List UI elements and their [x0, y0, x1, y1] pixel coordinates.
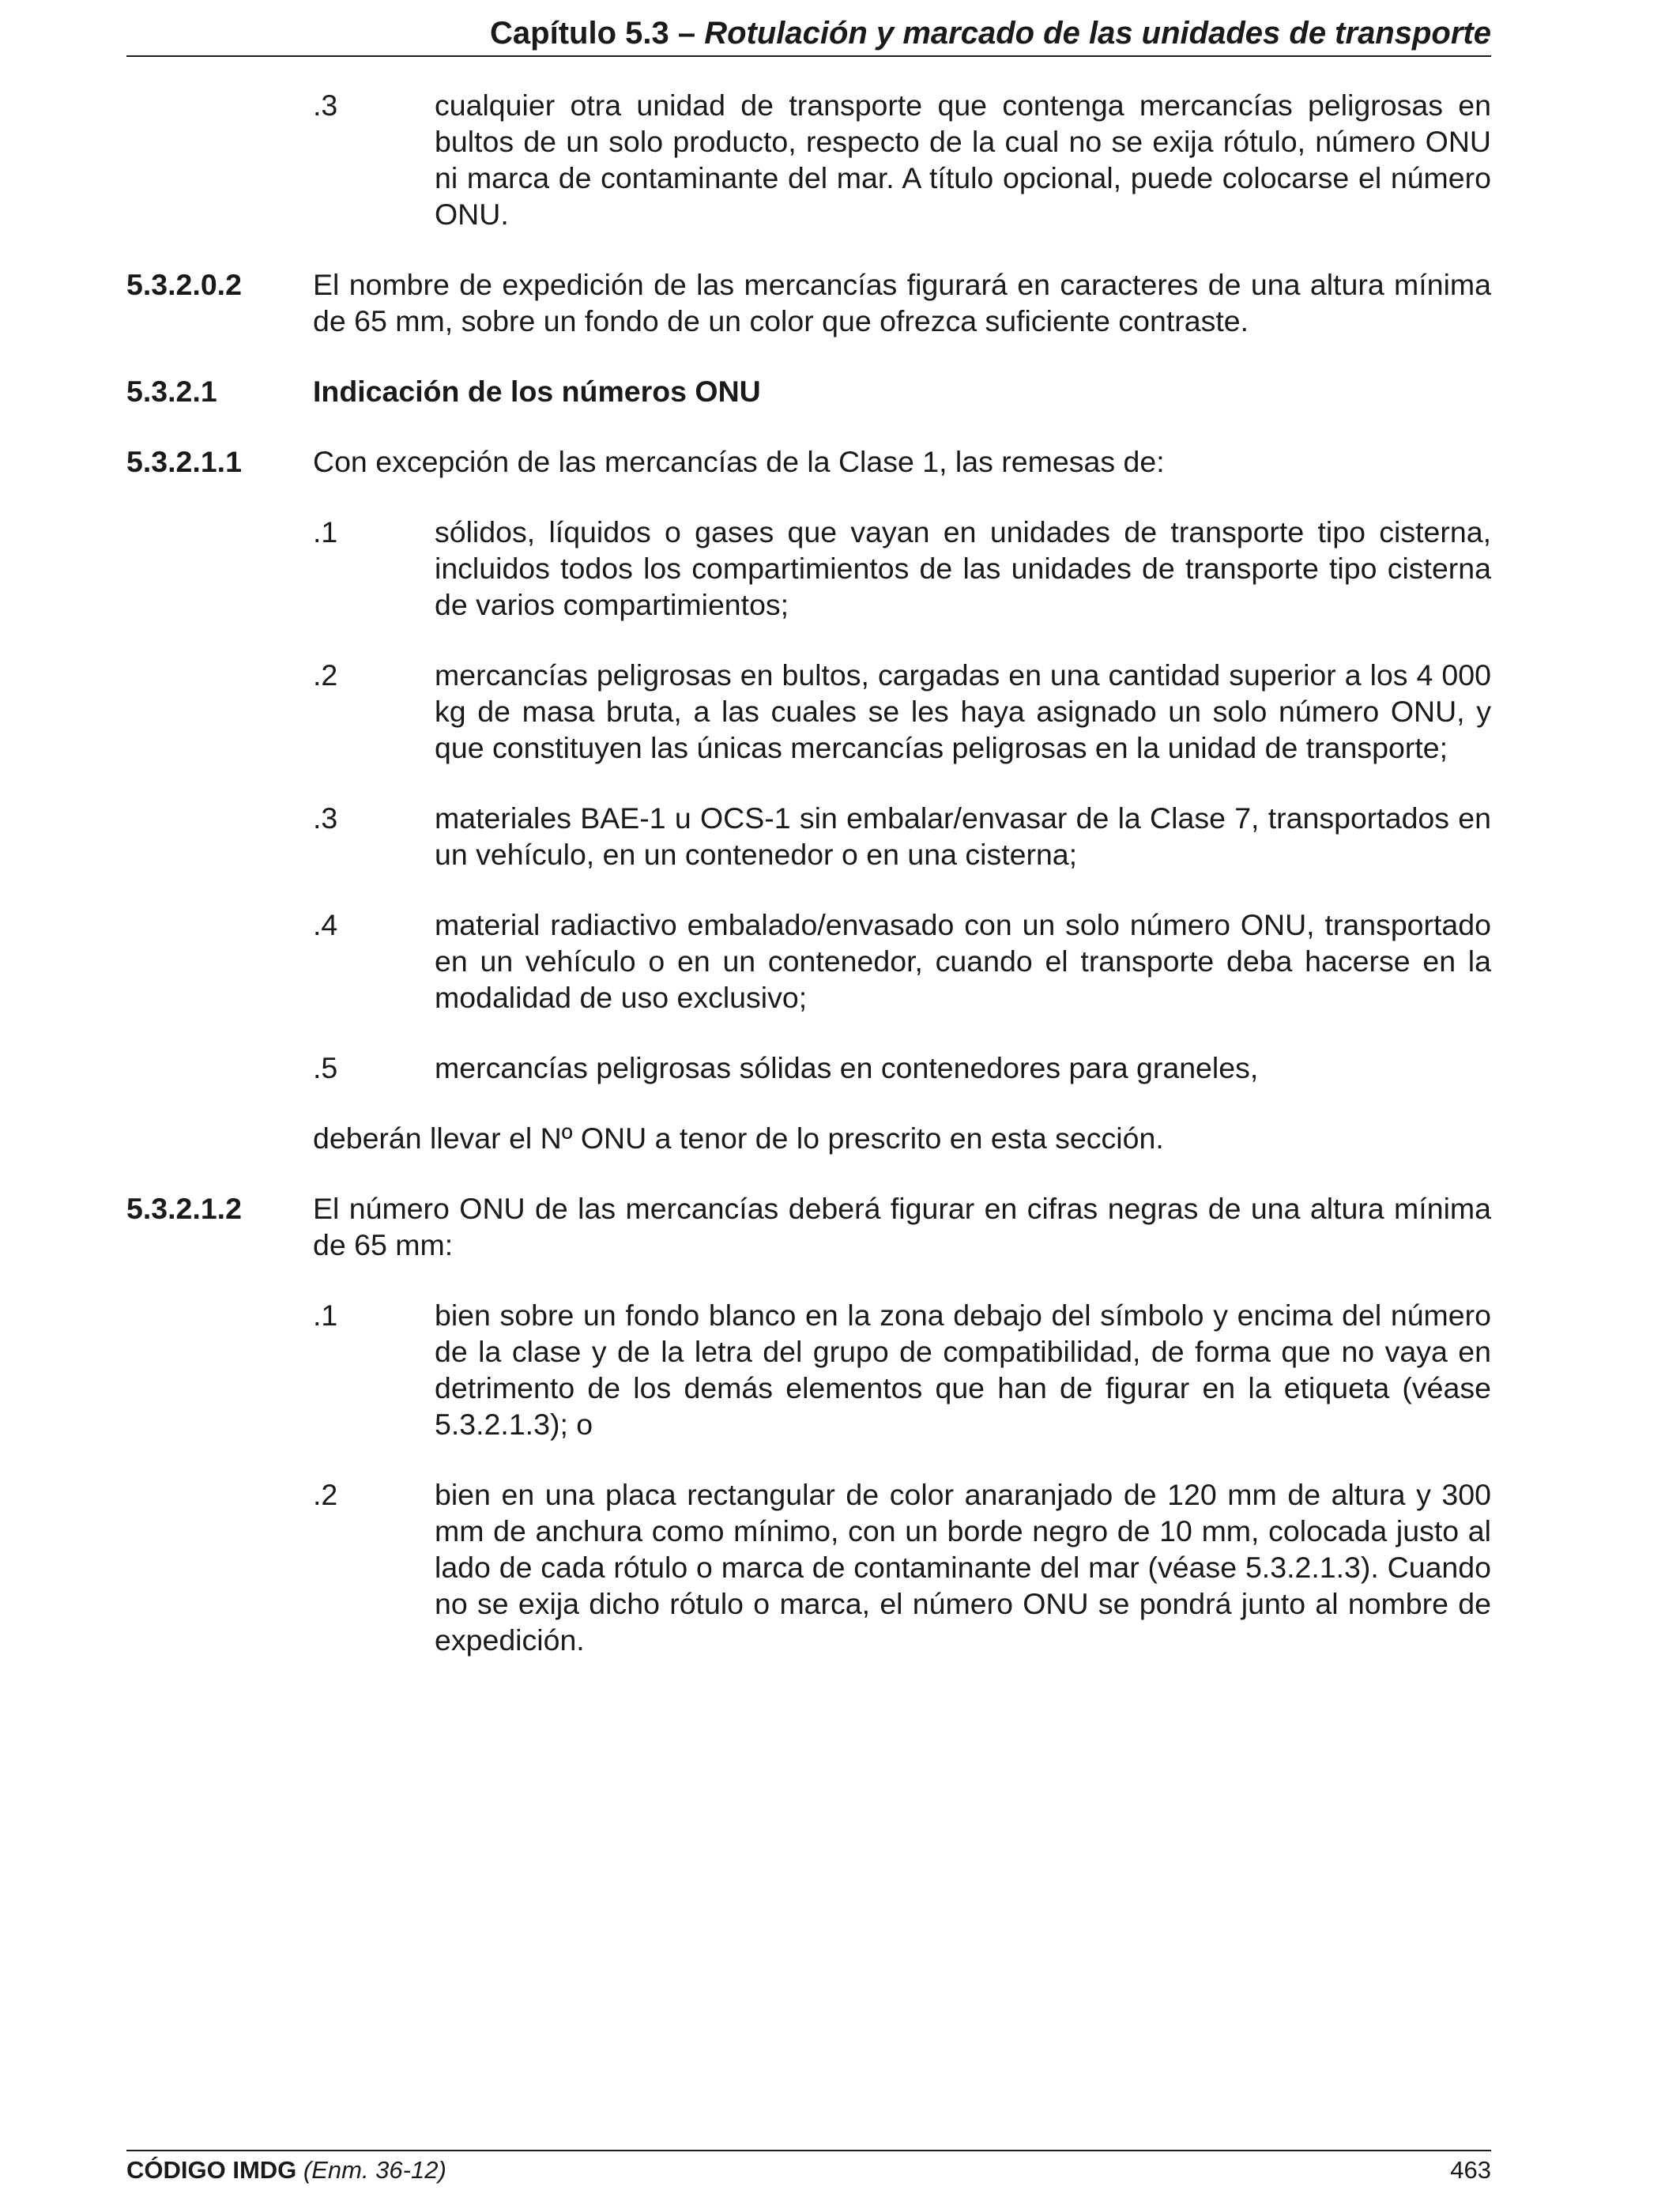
item-label: .5 — [313, 1051, 338, 1084]
item-text: sólidos, líquidos o gases que vayan en unidades de transporte tipo cisterna, incluidos todos los compartimientos de las unidades de transporte tipo cisterna de varios compartimientos; — [435, 515, 1491, 621]
list-item — [126, 907, 1491, 1016]
item-text: cualquier otra unidad de transporte que contenga mercancías peligrosas en bultos de un solo producto, respecto de la cual no se exija rótulo, número ONU ni marca de contaminante del mar. A título opcional, puede colocarse el número ONU. — [435, 89, 1491, 231]
page-number: 463 — [1450, 2156, 1491, 2184]
item-text: materiales BAE-1 u OCS-1 sin embalar/envasar de la Clase 7, transportados en un vehículo, en un contenedor o en una cisterna; — [435, 801, 1491, 871]
section-text: El número ONU de las mercancías deberá figurar en cifras negras de una altura mínima de 65 mm: — [313, 1192, 1491, 1261]
footer-rule — [126, 2150, 1491, 2151]
section-text: Con excepción de las mercancías de la Clase 1, las remesas de: — [313, 445, 1165, 478]
item-label: .1 — [313, 1299, 338, 1332]
list-item — [126, 87, 1491, 232]
running-header — [126, 11, 1491, 55]
header-rule — [126, 55, 1491, 57]
list-item — [126, 1476, 1491, 1658]
list-item — [126, 800, 1491, 873]
list-item — [126, 1297, 1491, 1442]
item-label: .4 — [313, 908, 338, 941]
section-5-3-2-1-2 — [126, 1190, 1491, 1263]
header-chapter: Capítulo 5.3 – — [490, 16, 705, 51]
running-footer — [126, 2153, 1491, 2188]
list-item — [126, 1050, 1491, 1086]
section-number: 5.3.2.1 — [126, 375, 217, 408]
section-5-3-2-1 — [126, 373, 1491, 409]
section-5-3-2-0-2 — [126, 266, 1491, 339]
section-5-3-2-1-1 — [126, 443, 1491, 480]
header-title: Rotulación y marcado de las unidades de transporte — [704, 16, 1491, 51]
footer-code — [126, 2153, 446, 2188]
page-content — [126, 87, 1491, 1658]
footer-code-name: CÓDIGO IMDG — [126, 2156, 303, 2184]
section-number: 5.3.2.1.1 — [126, 445, 242, 478]
item-label: .2 — [313, 658, 338, 692]
section-number: 5.3.2.0.2 — [126, 268, 242, 301]
item-text: mercancías peligrosas sólidas en contenedores para graneles, — [435, 1051, 1259, 1084]
list-item — [126, 514, 1491, 623]
item-label: .2 — [313, 1478, 338, 1511]
footer-amendment: (Enm. 36-12) — [303, 2156, 446, 2184]
item-text: mercancías peligrosas en bultos, cargadas en una cantidad superior a los 4 000 kg de masa bruta, a las cuales se les haya asignado un solo número ONU, y que constituyen las únicas mercancías peligrosas en la unidad de transporte; — [435, 658, 1491, 764]
section-number: 5.3.2.1.2 — [126, 1192, 242, 1225]
section-text: El nombre de expedición de las mercancías figurará en caracteres de una altura mínima de 65 mm, sobre un fondo de un color que ofrezca suficiente contraste. — [313, 268, 1491, 337]
closing-text: deberán llevar el Nº ONU a tenor de lo prescrito en esta sección. — [313, 1122, 1164, 1155]
item-text: bien sobre un fondo blanco en la zona debajo del símbolo y encima del número de la clase y de la letra del grupo de compatibilidad, de forma que no vaya en detrimento de los demás elementos que han de figurar en la etiqueta (véase 5.3.2.1.3); o — [435, 1299, 1491, 1441]
item-label: .3 — [313, 801, 338, 835]
section-heading: Indicación de los números ONU — [313, 375, 761, 408]
item-text: material radiactivo embalado/envasado con un solo número ONU, transportado en un vehículo o en un contenedor, cuando el transporte deba hacerse en la modalidad de uso exclusivo; — [435, 908, 1491, 1014]
item-label: .1 — [313, 515, 338, 548]
list-item — [126, 657, 1491, 766]
item-label: .3 — [313, 89, 338, 122]
item-text: bien en una placa rectangular de color anaranjado de 120 mm de altura y 300 mm de anchura como mínimo, con un borde negro de 10 mm, colocada justo al lado de cada rótulo o marca de contaminante del mar (véase 5.3.2.1.3). Cuando no se exija dicho rótulo o marca, el número ONU se pondrá junto al nombre de expedición. — [435, 1478, 1491, 1657]
